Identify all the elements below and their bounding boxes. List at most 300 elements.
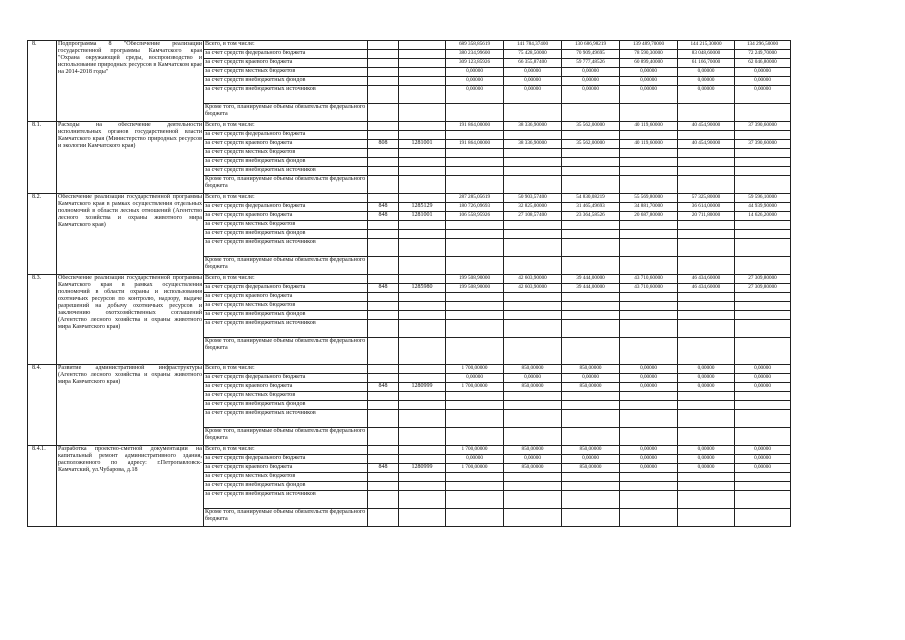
csr-code [399,320,446,338]
csr-code: 1285129 [399,203,446,212]
row-number: 8.1. [28,122,57,194]
funding-source: за счет средств федерального бюджета [204,455,368,464]
amount-y2018 [735,257,791,275]
amount-y2015 [562,239,620,257]
amount-y2014: 850,00000 [504,464,562,473]
grbs-code [368,293,399,302]
amount-y2015 [562,302,620,311]
amount-y2016: 20 687,80000 [620,212,678,221]
amount-y2014: 42 603,90000 [504,284,562,293]
funding-source: за счет средств местных бюджетов [204,392,368,401]
amount-total [446,509,504,527]
amount-y2014 [504,338,562,365]
amount-y2016: 0,00000 [620,383,678,392]
amount-y2018: 0,00000 [735,68,791,77]
amount-total [446,491,504,509]
amount-y2018 [735,302,791,311]
grbs-code [368,365,399,374]
grbs-code [368,239,399,257]
amount-y2016: 0,00000 [620,77,678,86]
amount-total: 199 508,90000 [446,284,504,293]
amount-y2015 [562,482,620,491]
amount-y2014 [504,131,562,140]
amount-y2014 [504,221,562,230]
amount-y2015 [562,491,620,509]
amount-y2014: 42 603,90000 [504,275,562,284]
amount-y2017: 0,00000 [678,383,735,392]
amount-y2014: 850,00000 [504,446,562,455]
amount-y2017 [678,482,735,491]
amount-y2014: 27 108,57400 [504,212,562,221]
amount-y2016 [620,473,678,482]
amount-y2016 [620,158,678,167]
grbs-code: 848 [368,383,399,392]
amount-y2017 [678,176,735,194]
amount-y2016: 40 119,60000 [620,140,678,149]
amount-y2014 [504,239,562,257]
row-number: 8.4. [28,365,57,446]
funding-source: за счет средств местных бюджетов [204,149,368,158]
amount-y2014: 850,00000 [504,365,562,374]
row-number: 8.3. [28,275,57,365]
amount-total [446,473,504,482]
csr-code: 1285980 [399,284,446,293]
program-name: Обеспечение реализации государственной программы Камчатского края в рамках осуществления полномочий в области охраны и использования охотничьих ресурсов по контролю, надзору, выдаче разрешений на добычу охотничьих ресурсов и заключению охотхозяйственных соглашений (Агентство лесного хозяйства и охраны животного мира Камчатского края) [57,275,204,365]
csr-code [399,50,446,59]
amount-total [446,230,504,239]
amount-y2014: 66 355,87400 [504,59,562,68]
grbs-code [368,221,399,230]
amount-y2015: 35 562,00000 [562,140,620,149]
amount-total [446,392,504,401]
amount-y2015: 130 686,98219 [562,41,620,50]
amount-y2018: 0,00000 [735,86,791,104]
funding-source: за счет средств местных бюджетов [204,473,368,482]
amount-y2017 [678,221,735,230]
funding-source: за счет средств краевого бюджета [204,212,368,221]
amount-total: 0,00000 [446,77,504,86]
funding-source: за счет средств краевого бюджета [204,383,368,392]
table-row [28,275,791,284]
table-row [28,194,791,203]
funding-source: Всего, в том числе: [204,41,368,50]
funding-source: за счет средств местных бюджетов [204,68,368,77]
amount-y2016 [620,104,678,122]
amount-total: 309 123,85926 [446,59,504,68]
amount-total: 191 864,00000 [446,122,504,131]
amount-y2015: 0,00000 [562,68,620,77]
amount-y2014 [504,149,562,158]
funding-source: Всего, в том числе: [204,365,368,374]
amount-y2018 [735,239,791,257]
amount-total: 287 285,05619 [446,194,504,203]
funding-source: Кроме того, планируемые объемы обязательств федерального бюджета [204,176,368,194]
funding-source: за счет средств местных бюджетов [204,302,368,311]
funding-source: за счет средств федерального бюджета [204,284,368,293]
amount-total: 180 726,09693 [446,203,504,212]
amount-y2014: 0,00000 [504,455,562,464]
amount-total: 380 234,99600 [446,50,504,59]
amount-y2016: 0,00000 [620,446,678,455]
program-name: Развитие административной инфраструктуры (Агентство лесного хозяйства и охраны животного мира Камчатского края) [57,365,204,446]
amount-y2017: 0,00000 [678,446,735,455]
amount-y2017: 0,00000 [678,374,735,383]
amount-y2017: 46 434,60000 [678,284,735,293]
amount-y2015: 54 830,08219 [562,194,620,203]
grbs-code [368,59,399,68]
amount-y2014 [504,176,562,194]
amount-y2014 [504,293,562,302]
amount-y2015 [562,104,620,122]
amount-y2017: 40 454,90000 [678,140,735,149]
funding-source: за счет средств внебюджетных источников [204,239,368,257]
amount-y2014 [504,302,562,311]
amount-y2015: 0,00000 [562,77,620,86]
grbs-code [368,68,399,77]
amount-y2014 [504,104,562,122]
csr-code: 1280999 [399,383,446,392]
grbs-code [368,50,399,59]
amount-y2018 [735,167,791,176]
funding-source: за счет средств местных бюджетов [204,221,368,230]
amount-y2014 [504,401,562,410]
csr-code [399,77,446,86]
amount-y2015 [562,392,620,401]
amount-y2018: 14 626,20000 [735,212,791,221]
grbs-code [368,428,399,446]
funding-source: за счет средств внебюджетных фондов [204,158,368,167]
amount-y2018: 72 249,70000 [735,50,791,59]
funding-source: Кроме того, планируемые объемы обязательств федерального бюджета [204,257,368,275]
amount-y2018: 27 309,80000 [735,284,791,293]
amount-y2015 [562,428,620,446]
amount-y2018 [735,149,791,158]
amount-y2015 [562,401,620,410]
grbs-code [368,311,399,320]
amount-y2014: 32 825,00000 [504,203,562,212]
grbs-code [368,149,399,158]
table-row [28,365,791,374]
grbs-code [368,194,399,203]
grbs-code [368,86,399,104]
funding-source: за счет средств федерального бюджета [204,374,368,383]
amount-y2018 [735,491,791,509]
funding-source: за счет средств внебюджетных фондов [204,311,368,320]
amount-y2014 [504,410,562,428]
amount-y2016 [620,131,678,140]
amount-total [446,401,504,410]
csr-code [399,491,446,509]
amount-y2016: 55 569,80000 [620,194,678,203]
amount-y2015 [562,257,620,275]
funding-source: за счет средств внебюджетных источников [204,410,368,428]
funding-source: Кроме того, планируемые объемы обязательств федерального бюджета [204,509,368,527]
amount-y2014: 850,00000 [504,383,562,392]
amount-y2017: 0,00000 [678,77,735,86]
amount-y2018 [735,221,791,230]
amount-y2015 [562,221,620,230]
grbs-code [368,338,399,365]
amount-total: 1 700,00000 [446,365,504,374]
amount-y2016 [620,428,678,446]
grbs-code [368,158,399,167]
amount-total [446,482,504,491]
amount-total: 689 358,85619 [446,41,504,50]
amount-total [446,131,504,140]
amount-y2015 [562,311,620,320]
amount-y2018 [735,401,791,410]
amount-y2016 [620,509,678,527]
amount-y2016: 43 710,60000 [620,275,678,284]
amount-y2014: 0,00000 [504,77,562,86]
amount-total [446,149,504,158]
amount-y2017 [678,104,735,122]
amount-y2015: 850,00000 [562,464,620,473]
grbs-code [368,410,399,428]
grbs-code [368,320,399,338]
csr-code [399,410,446,428]
amount-y2016 [620,482,678,491]
funding-source: Кроме того, планируемые объемы обязательств федерального бюджета [204,104,368,122]
grbs-code: 848 [368,212,399,221]
amount-total: 1 700,00000 [446,383,504,392]
amount-y2018: 134 296,50000 [735,41,791,50]
csr-code [399,257,446,275]
amount-total: 0,00000 [446,68,504,77]
amount-y2015: 39 444,00000 [562,275,620,284]
amount-total: 1 700,00000 [446,464,504,473]
amount-y2018: 44 939,90000 [735,203,791,212]
amount-y2015: 850,00000 [562,446,620,455]
amount-y2015: 59 777,48526 [562,59,620,68]
amount-y2014: 0,00000 [504,68,562,77]
amount-y2017: 36 614,00000 [678,203,735,212]
grbs-code [368,401,399,410]
amount-y2016 [620,302,678,311]
amount-y2017 [678,239,735,257]
amount-y2014 [504,311,562,320]
csr-code [399,401,446,410]
amount-y2016: 40 119,60000 [620,122,678,131]
amount-y2015: 70 909,49695 [562,50,620,59]
amount-y2017 [678,257,735,275]
row-number: 8.2. [28,194,57,275]
csr-code [399,446,446,455]
csr-code [399,221,446,230]
amount-total [446,428,504,446]
funding-source: Всего, в том числе: [204,446,368,455]
amount-total [446,320,504,338]
csr-code [399,365,446,374]
amount-y2018 [735,131,791,140]
funding-source: за счет средств федерального бюджета [204,131,368,140]
funding-source: за счет средств федерального бюджета [204,50,368,59]
grbs-code [368,473,399,482]
amount-total [446,338,504,365]
amount-y2014: 38 336,90000 [504,140,562,149]
csr-code [399,86,446,104]
csr-code [399,311,446,320]
amount-y2017: 0,00000 [678,86,735,104]
amount-y2015: 39 444,00000 [562,284,620,293]
funding-source: за счет средств внебюджетных источников [204,320,368,338]
grbs-code [368,446,399,455]
funding-source: за счет средств внебюджетных фондов [204,401,368,410]
amount-y2017: 40 454,90000 [678,122,735,131]
amount-y2015 [562,167,620,176]
amount-y2014: 0,00000 [504,374,562,383]
grbs-code [368,302,399,311]
amount-y2014 [504,320,562,338]
amount-y2018 [735,230,791,239]
amount-y2018 [735,338,791,365]
row-number: 8. [28,41,57,122]
grbs-code [368,374,399,383]
amount-y2017 [678,401,735,410]
budget-table-body [28,41,791,527]
amount-total [446,176,504,194]
grbs-code [368,230,399,239]
csr-code [399,176,446,194]
funding-source: за счет средств краевого бюджета [204,293,368,302]
amount-y2017 [678,320,735,338]
amount-y2015: 23 364,58526 [562,212,620,221]
amount-total [446,104,504,122]
amount-y2016 [620,257,678,275]
amount-y2016 [620,311,678,320]
amount-y2016 [620,338,678,365]
funding-source: за счет средств краевого бюджета [204,59,368,68]
amount-y2017: 0,00000 [678,68,735,77]
csr-code [399,122,446,131]
budget-table [27,40,791,527]
grbs-code [368,41,399,50]
amount-y2018: 59 596,10000 [735,194,791,203]
csr-code [399,104,446,122]
amount-y2016 [620,221,678,230]
amount-y2016: 0,00000 [620,374,678,383]
amount-y2017 [678,293,735,302]
amount-y2017 [678,392,735,401]
grbs-code [368,509,399,527]
amount-y2017 [678,491,735,509]
amount-y2014 [504,491,562,509]
amount-total [446,311,504,320]
amount-y2017 [678,428,735,446]
amount-y2015 [562,230,620,239]
funding-source: за счет средств внебюджетных источников [204,167,368,176]
grbs-code [368,482,399,491]
funding-source: за счет средств федерального бюджета [204,203,368,212]
amount-y2018: 62 046,80000 [735,59,791,68]
grbs-code: 848 [368,464,399,473]
amount-total: 0,00000 [446,86,504,104]
amount-y2017: 20 711,80000 [678,212,735,221]
amount-y2015: 850,00000 [562,383,620,392]
amount-y2015: 850,00000 [562,365,620,374]
funding-source: за счет средств внебюджетных фондов [204,230,368,239]
amount-total [446,239,504,257]
funding-source: за счет средств внебюджетных источников [204,86,368,104]
amount-total [446,221,504,230]
funding-source: за счет средств краевого бюджета [204,140,368,149]
amount-y2018 [735,392,791,401]
amount-y2015 [562,509,620,527]
amount-y2018 [735,176,791,194]
amount-total [446,158,504,167]
grbs-code: 848 [368,203,399,212]
amount-y2015: 35 562,00000 [562,122,620,131]
csr-code [399,374,446,383]
amount-y2016: 0,00000 [620,464,678,473]
amount-y2017 [678,131,735,140]
csr-code [399,293,446,302]
amount-y2018 [735,428,791,446]
amount-y2017: 0,00000 [678,365,735,374]
amount-y2016 [620,239,678,257]
csr-code [399,338,446,365]
amount-y2018: 37 390,60000 [735,122,791,131]
amount-y2016 [620,320,678,338]
amount-y2014: 141 784,37400 [504,41,562,50]
grbs-code [368,104,399,122]
csr-code [399,131,446,140]
amount-y2017 [678,149,735,158]
amount-y2014 [504,167,562,176]
amount-y2015 [562,176,620,194]
amount-y2016: 0,00000 [620,68,678,77]
amount-y2016 [620,491,678,509]
row-number: 8.4.1. [28,446,57,527]
csr-code [399,167,446,176]
amount-y2017: 57 325,80000 [678,194,735,203]
amount-y2014 [504,158,562,167]
amount-y2017: 46 434,60000 [678,275,735,284]
grbs-code: 808 [368,140,399,149]
amount-y2016 [620,149,678,158]
amount-y2018 [735,320,791,338]
amount-total: 0,00000 [446,455,504,464]
amount-y2015: 0,00000 [562,374,620,383]
csr-code [399,455,446,464]
program-name: Разработка проектно-сметной документации на капитальный ремонт административного здания, расположенного по адресу: г.Петропавловск-Камчатский, ул.Чубарова, д.18 [57,446,204,527]
amount-y2017 [678,410,735,428]
amount-total [446,302,504,311]
csr-code [399,59,446,68]
amount-y2016: 34 881,70000 [620,203,678,212]
csr-code [399,239,446,257]
amount-y2014: 50 903,57400 [504,194,562,203]
amount-y2014: 75 428,50000 [504,50,562,59]
grbs-code [368,455,399,464]
amount-total [446,293,504,302]
amount-y2017 [678,167,735,176]
amount-y2015: 0,00000 [562,455,620,464]
amount-y2016 [620,401,678,410]
amount-y2016: 0,00000 [620,365,678,374]
amount-y2016 [620,230,678,239]
funding-source: за счет средств внебюджетных фондов [204,482,368,491]
funding-source: за счет средств внебюджетных источников [204,491,368,509]
amount-y2018 [735,158,791,167]
amount-y2017: 0,00000 [678,464,735,473]
amount-y2018 [735,473,791,482]
amount-y2014 [504,473,562,482]
amount-y2015 [562,410,620,428]
amount-y2018 [735,410,791,428]
budget-table-page [27,40,790,527]
csr-code [399,275,446,284]
